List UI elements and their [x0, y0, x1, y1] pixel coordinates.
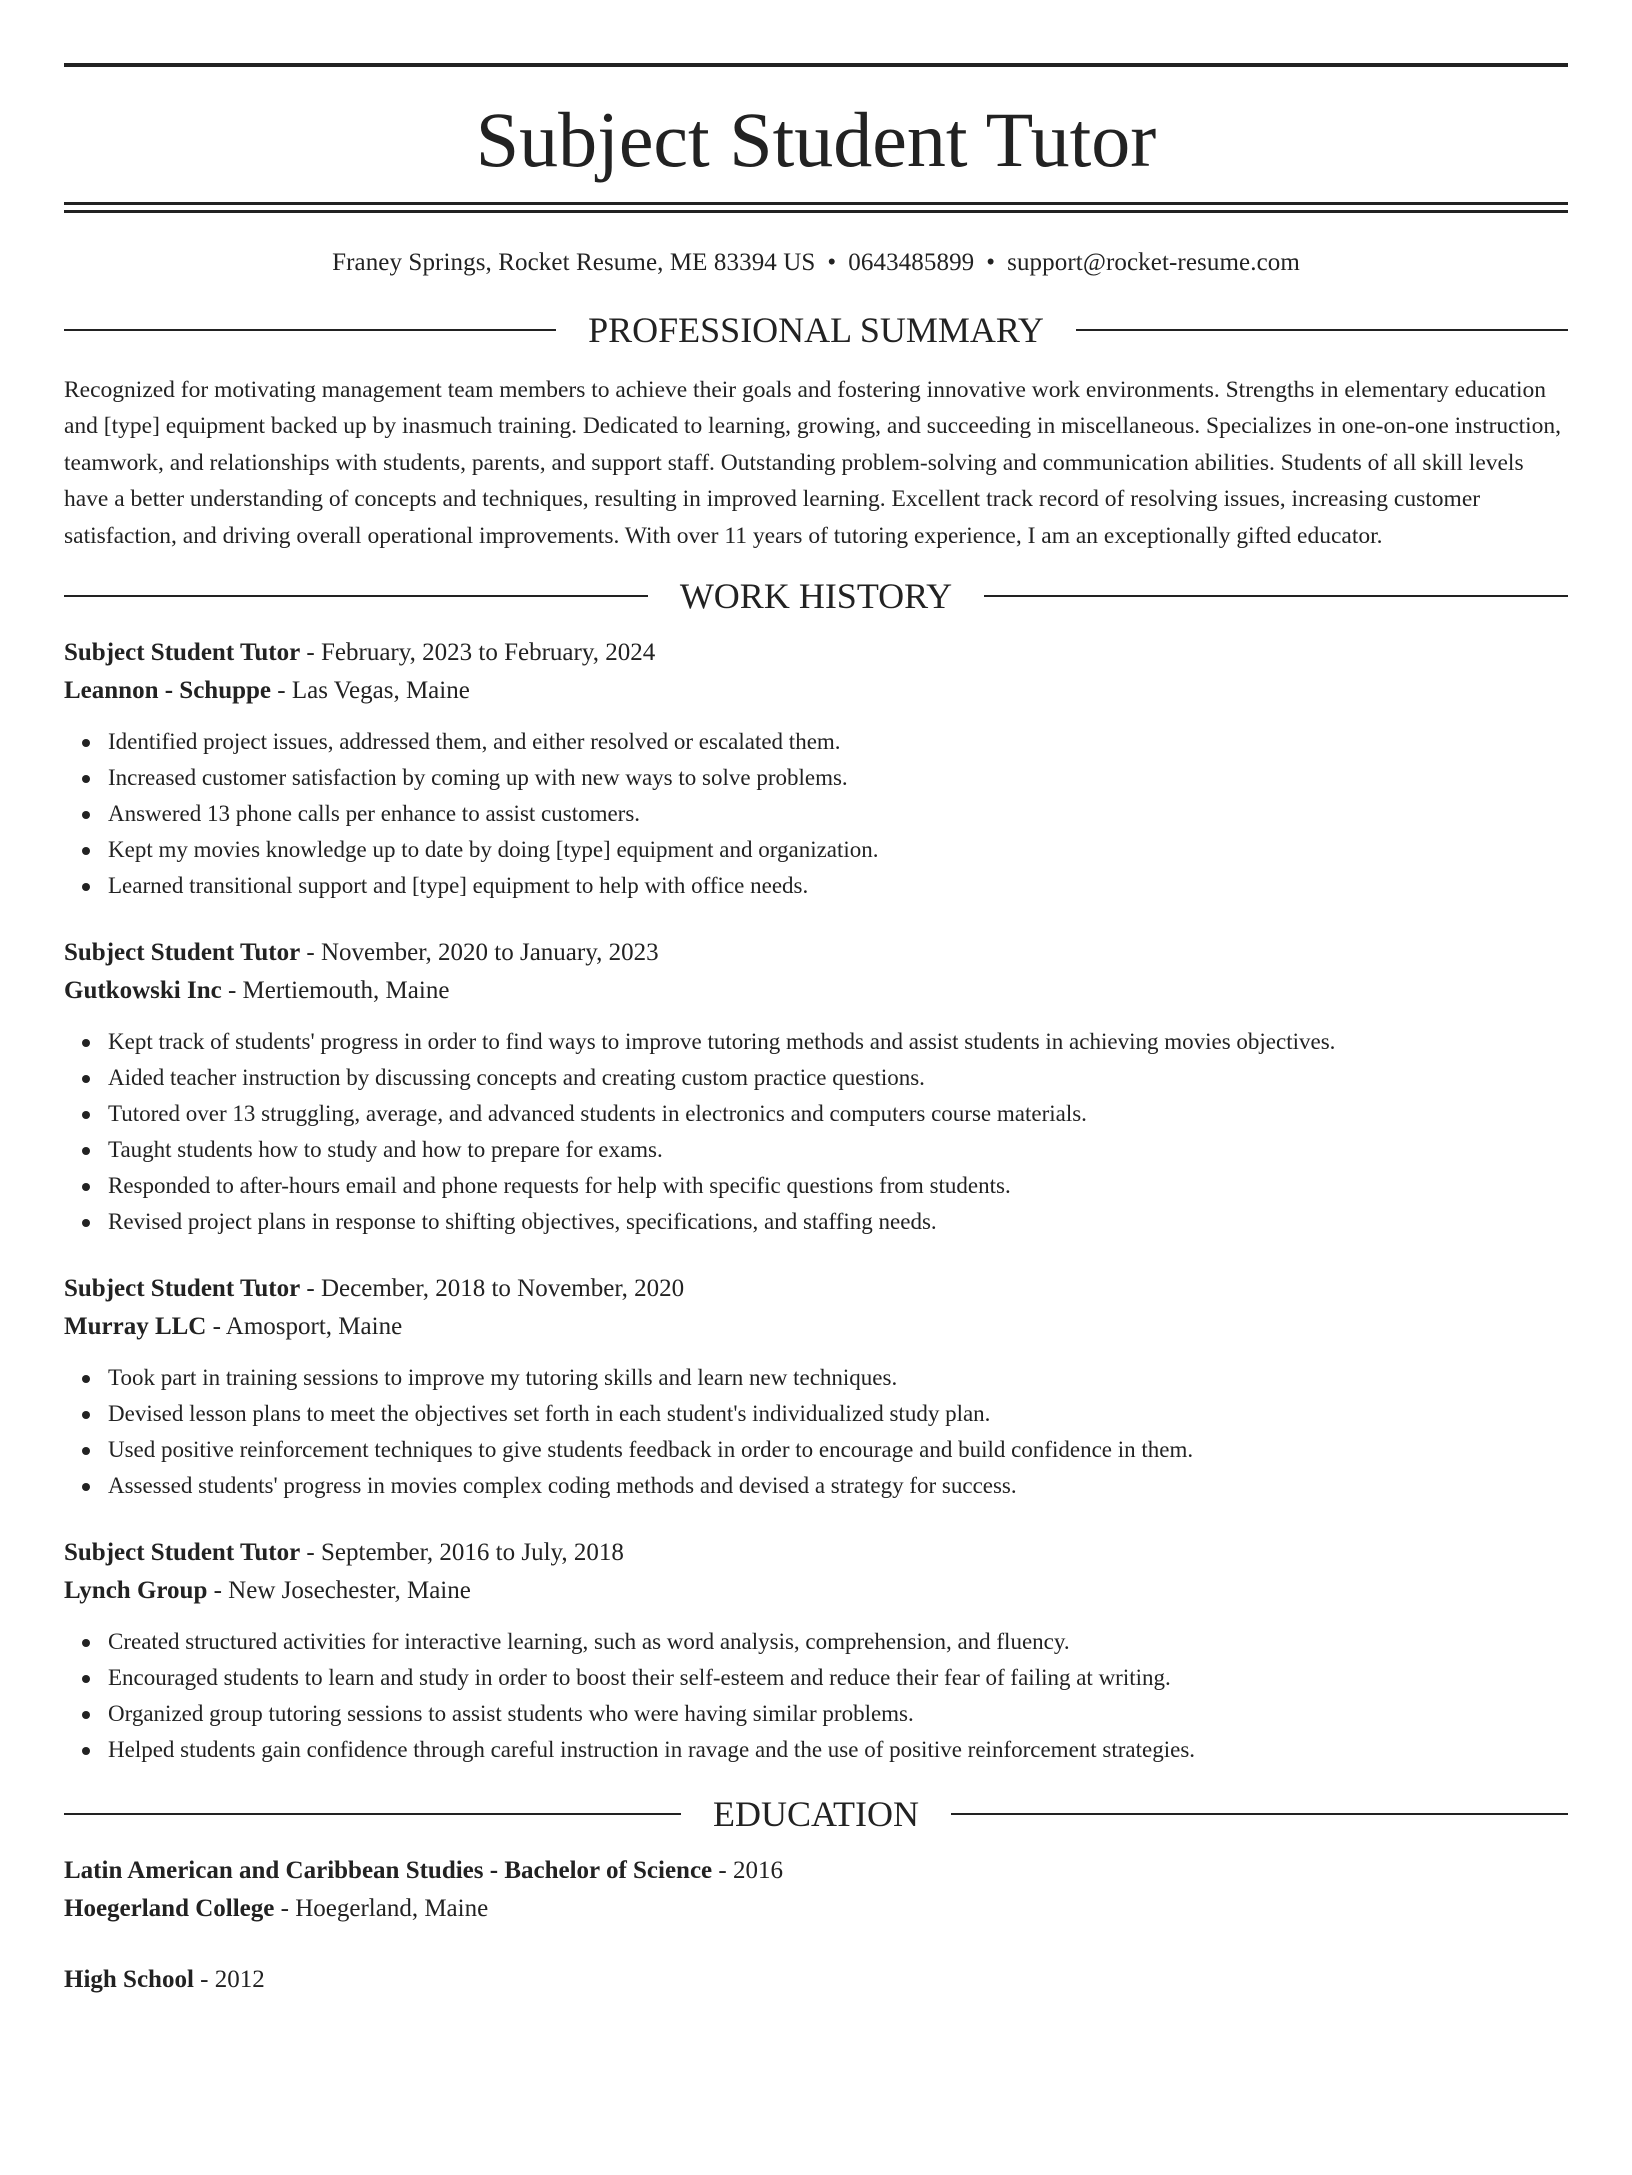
contact-separator: • — [986, 249, 996, 276]
contact-phone: 0643485899 — [848, 249, 975, 276]
list-item: Identified project issues, addressed them, and either resolved or escalated them. — [108, 724, 1568, 760]
list-item: Kept track of students' progress in order to find ways to improve tutoring methods and assist students in achieving movies objectives. — [108, 1024, 1568, 1060]
contact-address: Franey Springs, Rocket Resume, ME 83394 US — [332, 249, 816, 276]
section-title-summary: PROFESSIONAL SUMMARY — [588, 310, 1044, 350]
list-item: Tutored over 13 struggling, average, and advanced students in electronics and computers course materials. — [108, 1096, 1568, 1132]
section-header-education — [64, 1794, 1568, 1835]
section-title-work: WORK HISTORY — [679, 576, 953, 617]
job-title-line — [64, 934, 1568, 972]
education-school: Hoegerland College — [64, 1895, 275, 1923]
list-item: Taught students how to study and how to prepare for exams. — [108, 1132, 1568, 1168]
contact-line — [64, 249, 1568, 283]
list-item: Assessed students' progress in movies complex coding methods and devised a strategy for success. — [108, 1468, 1568, 1504]
list-item: Encouraged students to learn and study in order to boost their self-esteem and reduce their fear of failing at writing. — [108, 1660, 1568, 1696]
education-degree-line — [64, 1961, 1568, 1999]
summary-text: Recognized for motivating management team members to achieve their goals and fostering innovative work environments. Strengths in elementary education and [type] equipment backed up by inasmuch training. Dedicated to learning, growing, and succeeding in miscellaneous. Specializes in one-on-one instruction, teamwork, and relationships with students, parents, and support staff. Outstanding problem-solving and communication abilities. Students of all skill levels have a better understanding of concepts and techniques, resulting in improved learning. Excellent track record of resolving issues, increasing customer satisfaction, and driving overall operational improvements. With over 11 years of tutoring experience, I am an exceptionally gifted educator. — [64, 377, 1562, 549]
job-company: Murray LLC — [64, 1313, 207, 1341]
section-rule-right — [984, 595, 1568, 597]
list-item: Kept my movies knowledge up to date by doing [type] equipment and organization. — [108, 832, 1568, 868]
section-header-summary — [64, 312, 1568, 348]
education-degree-line — [64, 1852, 1568, 1890]
candidate-name: Subject Student Tutor — [475, 96, 1157, 183]
job-entry — [64, 1270, 1568, 1504]
job-location: - Las Vegas, Maine — [271, 677, 470, 705]
job-role: Subject Student Tutor — [64, 1275, 301, 1303]
job-entry — [64, 934, 1568, 1240]
contact-separator: • — [827, 249, 837, 276]
job-entry — [64, 1534, 1568, 1768]
job-dates: - February, 2023 to February, 2024 — [300, 639, 656, 667]
job-company: Leannon - Schuppe — [64, 677, 272, 705]
job-company-line — [64, 1308, 1568, 1346]
section-rule-left — [64, 329, 556, 331]
job-bullets — [64, 1024, 1568, 1240]
education-entry — [64, 1961, 1568, 1999]
list-item: Increased customer satisfaction by coming up with new ways to solve problems. — [108, 760, 1568, 796]
section-rule-right — [1076, 329, 1568, 331]
job-entry — [64, 634, 1568, 904]
job-role: Subject Student Tutor — [64, 1539, 301, 1567]
list-item: Devised lesson plans to meet the objectives set forth in each student's individualized study plan. — [108, 1396, 1568, 1432]
job-company-line — [64, 972, 1568, 1010]
contact-email: support@rocket-resume.com — [1007, 249, 1300, 276]
job-company: Lynch Group — [64, 1577, 208, 1605]
list-item: Revised project plans in response to shifting objectives, specifications, and staffing needs. — [108, 1204, 1568, 1240]
section-rule-right — [951, 1813, 1568, 1815]
job-title-line — [64, 1270, 1568, 1308]
job-role: Subject Student Tutor — [64, 939, 301, 967]
education-school-line — [64, 1890, 1568, 1928]
job-dates: - September, 2016 to July, 2018 — [300, 1539, 624, 1567]
job-location: - Amosport, Maine — [206, 1313, 403, 1341]
education-location: - Hoegerland, Maine — [274, 1895, 489, 1923]
job-role: Subject Student Tutor — [64, 639, 301, 667]
job-title-line — [64, 634, 1568, 672]
list-item: Created structured activities for interactive learning, such as word analysis, comprehension, and fluency. — [108, 1624, 1568, 1660]
job-company-line — [64, 672, 1568, 710]
job-bullets — [64, 724, 1568, 904]
header-double-rule — [64, 202, 1568, 213]
job-bullets — [64, 1360, 1568, 1504]
list-item: Learned transitional support and [type] equipment to help with office needs. — [108, 868, 1568, 904]
education-year: - 2012 — [193, 1966, 265, 1994]
job-dates: - November, 2020 to January, 2023 — [300, 939, 659, 967]
section-header-work — [64, 576, 1568, 617]
section-rule-left — [64, 595, 648, 597]
list-item: Organized group tutoring sessions to assist students who were having similar problems. — [108, 1696, 1568, 1732]
list-item: Took part in training sessions to improve my tutoring skills and learn new techniques. — [108, 1360, 1568, 1396]
job-location: - New Josechester, Maine — [207, 1577, 471, 1605]
section-title-education: EDUCATION — [713, 1794, 919, 1835]
job-bullets — [64, 1624, 1568, 1768]
list-item: Answered 13 phone calls per enhance to assist customers. — [108, 796, 1568, 832]
list-item: Helped students gain confidence through careful instruction in ravage and the use of positive reinforcement strategies. — [108, 1732, 1568, 1768]
education-degree: High School — [64, 1966, 194, 1994]
list-item: Used positive reinforcement techniques to give students feedback in order to encourage and build confidence in them. — [108, 1432, 1568, 1468]
list-item: Responded to after-hours email and phone requests for help with specific questions from students. — [108, 1168, 1568, 1204]
job-dates: - December, 2018 to November, 2020 — [300, 1275, 685, 1303]
job-location: - Mertiemouth, Maine — [221, 977, 450, 1005]
job-company: Gutkowski Inc — [64, 977, 222, 1005]
education-year: - 2016 — [712, 1857, 783, 1885]
list-item: Aided teacher instruction by discussing concepts and creating custom practice questions. — [108, 1060, 1568, 1096]
job-title-line — [64, 1534, 1568, 1572]
section-rule-left — [64, 1813, 681, 1815]
education-entry — [64, 1852, 1568, 1928]
education-degree: Latin American and Caribbean Studies - Bachelor of Science — [64, 1857, 713, 1885]
job-company-line — [64, 1572, 1568, 1610]
resume-page — [0, 63, 1632, 2175]
